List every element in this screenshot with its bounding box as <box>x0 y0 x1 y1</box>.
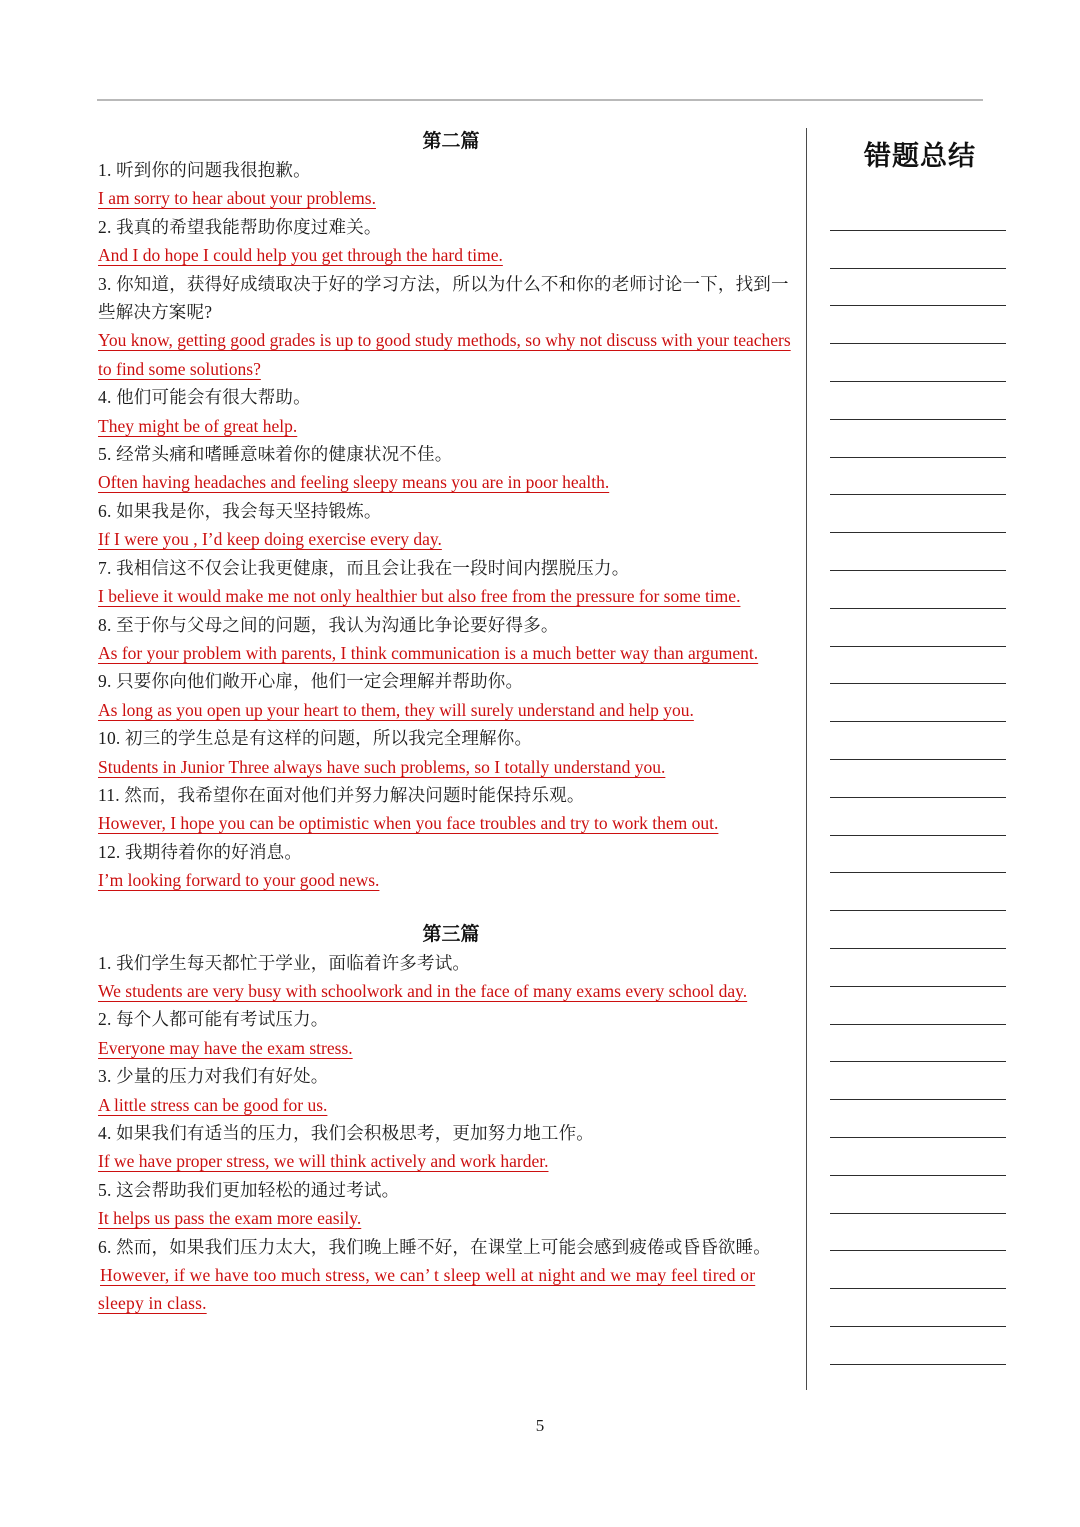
exercise-item <box>98 554 804 611</box>
english-translation: As for your problem with parents, I think communication is a much better way than argument. <box>98 642 759 663</box>
error-summary-sidebar <box>830 134 1010 1365</box>
chinese-sentence: 5. 经常头痛和嗜睡意味着你的健康状况不佳。 <box>98 444 453 465</box>
blank-line <box>830 269 1006 307</box>
blank-line <box>830 1289 1006 1327</box>
chinese-sentence: 12. 我期待着你的好消息。 <box>98 841 303 862</box>
chinese-sentence: 6. 然而，如果我们压力太大，我们晚上睡不好，在课堂上可能会感到疲倦或昏昏欲睡。 <box>98 1236 771 1257</box>
english-translation: And I do hope I could help you get through the hard time. <box>98 245 503 266</box>
blank-line <box>830 344 1006 382</box>
exercise-item <box>98 156 804 213</box>
english-translation: You know, getting good grades is up to good study methods, so why not discuss with your teachers to find some solutions? <box>98 330 791 379</box>
chinese-sentence: 4. 他们可能会有很大帮助。 <box>98 387 311 408</box>
blank-line <box>830 1138 1006 1176</box>
page-number: 5 <box>535 1416 545 1435</box>
english-translation: I am sorry to hear about your problems. <box>98 188 376 209</box>
english-translation: A little stress can be good for us. <box>98 1094 328 1115</box>
chinese-sentence: 8. 至于你与父母之间的问题，我认为沟通比争论要好得多。 <box>98 614 559 635</box>
blank-line <box>830 495 1006 533</box>
blank-line <box>830 1176 1006 1214</box>
sidebar-lines <box>830 193 1010 1365</box>
exercise-item <box>98 949 804 1006</box>
chinese-sentence: 10. 初三的学生总是有这样的问题，所以我完全理解你。 <box>98 728 533 749</box>
english-translation: As long as you open up your heart to them, they will surely understand and help you. <box>98 699 694 720</box>
chinese-sentence: 3. 你知道，获得好成绩取决于好的学习方法，所以为什么不和你的老师讨论一下，找到一些解决方案呢? <box>98 273 789 323</box>
vertical-divider <box>806 128 807 1390</box>
blank-line <box>830 798 1006 836</box>
blank-line <box>830 382 1006 420</box>
chinese-sentence-with-inline-translation <box>98 1233 804 1318</box>
exercise-item <box>98 1005 804 1062</box>
english-translation: I’m looking forward to your good news. <box>98 870 380 891</box>
chinese-sentence: 7. 我相信这不仅会让我更健康，而且会让我在一段时间内摆脱压力。 <box>98 557 630 578</box>
blank-line <box>830 684 1006 722</box>
chinese-sentence: 11. 然而，我希望你在面对他们并努力解决问题时能保持乐观。 <box>98 784 585 805</box>
english-translation: However, if we have too much stress, we can’ t sleep well at night and we may feel tired or sleepy in class. <box>98 1265 756 1314</box>
blank-line <box>830 1100 1006 1138</box>
blank-line <box>830 647 1006 685</box>
english-translation: I believe it would make me not only healthier but also free from the pressure for some time. <box>98 586 741 607</box>
blank-line <box>830 836 1006 874</box>
blank-line <box>830 193 1006 231</box>
blank-line <box>830 760 1006 798</box>
exercise-item <box>98 497 804 554</box>
english-translation: It helps us pass the exam more easily. <box>98 1208 362 1229</box>
exercise-item <box>98 440 804 497</box>
exercise-item <box>98 383 804 440</box>
chinese-sentence: 1. 听到你的问题我很抱歉。 <box>98 160 311 180</box>
chinese-sentence: 3. 少量的压力对我们有好处。 <box>98 1066 329 1087</box>
exercise-item <box>98 1119 804 1176</box>
blank-line <box>830 458 1006 496</box>
blank-line <box>830 1214 1006 1252</box>
english-translation: We students are very busy with schoolwork and in the face of many exams every school day. <box>98 980 748 1001</box>
blank-line <box>830 306 1006 344</box>
exercise-item <box>98 1176 804 1233</box>
english-translation: Everyone may have the exam stress. <box>98 1037 353 1058</box>
blank-line <box>830 1251 1006 1289</box>
blank-line <box>830 1025 1006 1063</box>
exercise-item <box>98 611 804 668</box>
exercise-item <box>98 1233 804 1318</box>
english-translation: However, I hope you can be optimistic when you face troubles and try to work them out. <box>98 813 719 834</box>
exercise-item <box>98 781 804 838</box>
english-translation: If we have proper stress, we will think actively and work harder. <box>98 1151 549 1172</box>
main-content <box>98 128 804 1318</box>
blank-line <box>830 873 1006 911</box>
sidebar-title: 错题总结 <box>864 141 976 171</box>
english-translation: If I were you , I’d keep doing exercise every day. <box>98 529 442 550</box>
exercise-item <box>98 667 804 724</box>
blank-line <box>830 231 1006 269</box>
chinese-sentence: 9. 只要你向他们敞开心扉，他们一定会理解并帮助你。 <box>98 671 524 692</box>
chinese-sentence: 2. 我真的希望我能帮助你度过难关。 <box>98 216 382 237</box>
blank-line <box>830 533 1006 571</box>
exercise-item <box>98 1062 804 1119</box>
exercise-item <box>98 270 804 384</box>
section-title: 第二篇 <box>422 131 480 152</box>
english-translation: Students in Junior Three always have such problems, so I totally understand you. <box>98 756 666 777</box>
blank-line <box>830 571 1006 609</box>
blank-line <box>830 609 1006 647</box>
chinese-sentence: 2. 每个人都可能有考试压力。 <box>98 1009 329 1030</box>
blank-line <box>830 1062 1006 1100</box>
blank-line <box>830 911 1006 949</box>
chinese-sentence: 1. 我们学生每天都忙于学业，面临着许多考试。 <box>98 952 471 973</box>
section-title: 第三篇 <box>422 923 480 945</box>
blank-line <box>830 722 1006 760</box>
blank-line <box>830 987 1006 1025</box>
blank-line <box>830 1327 1006 1365</box>
english-translation: They might be of great help. <box>98 415 298 436</box>
blank-line <box>830 949 1006 987</box>
english-translation: Often having headaches and feeling sleepy means you are in poor health. <box>98 472 610 493</box>
chinese-sentence: 5. 这会帮助我们更加轻松的通过考试。 <box>98 1179 400 1200</box>
exercise-item <box>98 213 804 270</box>
exercise-item <box>98 724 804 781</box>
blank-line <box>830 420 1006 458</box>
exercise-item <box>98 838 804 895</box>
chinese-sentence: 4. 如果我们有适当的压力，我们会积极思考，更加努力地工作。 <box>98 1123 594 1143</box>
chinese-sentence: 6. 如果我是你，我会每天坚持锻炼。 <box>98 500 382 521</box>
top-rule-divider <box>97 99 983 101</box>
